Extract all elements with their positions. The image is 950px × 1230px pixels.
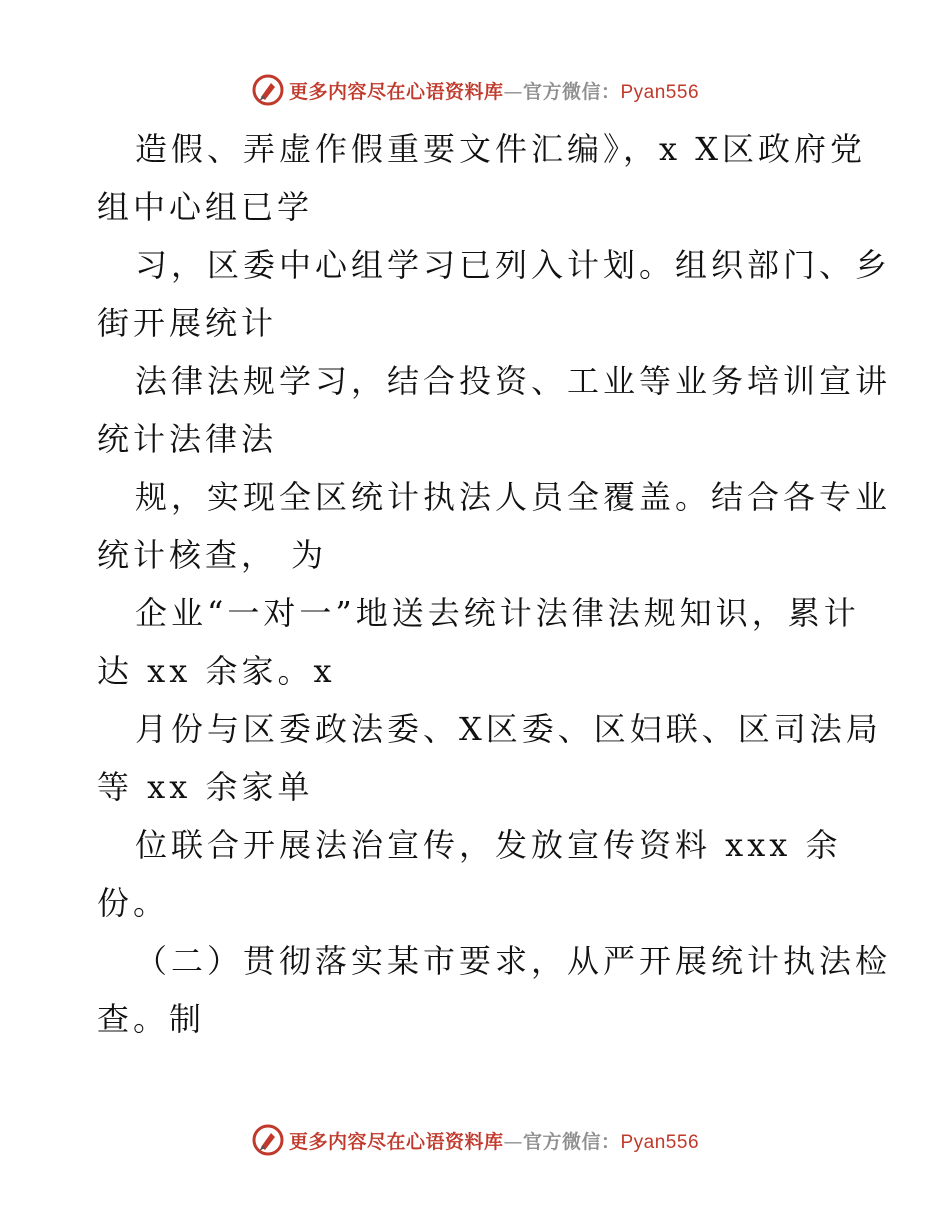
watermark-site-name: 更多内容尽在心语资料库 [288,80,504,103]
paragraph-line: 份。 [97,884,170,922]
paragraph-line: 习，区委中心组学习已列入计划。组织部门、乡 [135,246,892,284]
watermark-wechat-id: Pyan556 [620,81,700,103]
paragraph-line: 组中心组已学 [97,188,314,226]
paragraph-line: 统计法律法 [97,420,278,458]
paragraph-line: 达 xx 余家。x [97,652,336,690]
watermark-text [289,77,699,104]
watermark-footer [0,1120,950,1160]
watermark-dash: — [503,1130,523,1153]
paragraph-line: 法律法规学习，结合投资、工业等业务培训宣讲 [135,362,892,400]
watermark-wechat-id: Pyan556 [620,1131,700,1153]
watermark-wechat-label: 官方微信： [522,1130,621,1153]
paragraph-line: 查。制 [97,1000,206,1038]
paragraph-line: 统计核查， 为 [97,536,328,574]
paragraph-line: 月份与区委政法委、X区委、区妇联、区司法局 [135,710,882,748]
paragraph-line: 规，实现全区统计执法人员全覆盖。结合各专业 [135,478,892,516]
watermark-dash: — [503,80,523,103]
watermark-text [289,1127,699,1154]
section-heading-line: （二）贯彻落实某市要求，从严开展统计执法检 [135,942,892,980]
paragraph-line: 等 xx 余家单 [97,768,314,806]
paragraph-line: 位联合开展法治宣传，发放宣传资料 xxx 余 [135,826,842,864]
logo-icon [251,1123,285,1157]
logo-icon [251,73,285,107]
paragraph-line: 造假、弄虚作假重要文件汇编》，x X区政府党 [135,130,867,168]
watermark-header [0,70,950,110]
document-body [97,120,892,1048]
watermark-site-name: 更多内容尽在心语资料库 [288,1130,504,1153]
paragraph-line: 街开展统计 [97,304,278,342]
paragraph-line: 企业“一对一”地送去统计法律法规知识，累计 [135,594,860,632]
watermark-wechat-label: 官方微信： [522,80,621,103]
